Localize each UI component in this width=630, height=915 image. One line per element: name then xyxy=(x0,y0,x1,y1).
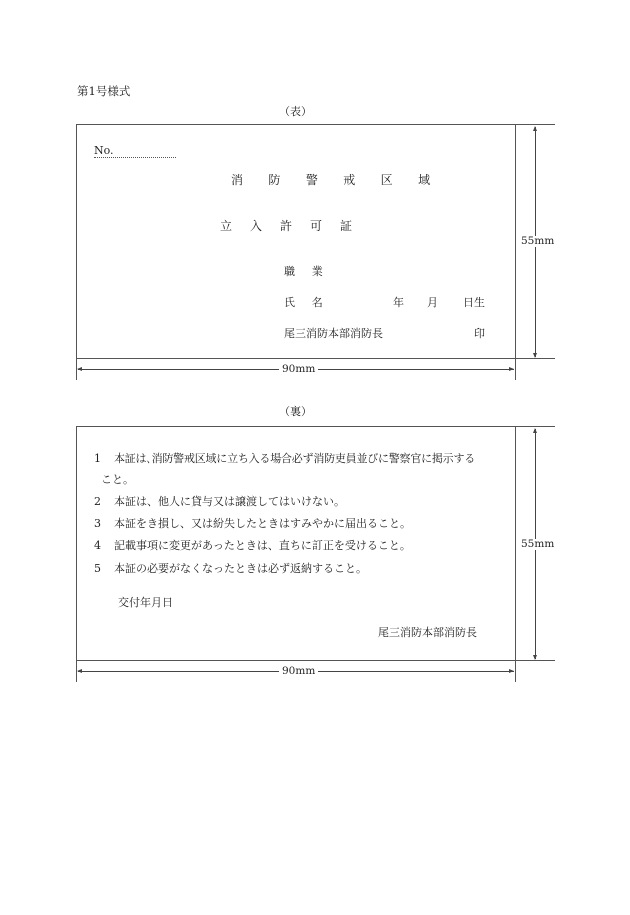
arrow-right-icon xyxy=(509,367,514,371)
form-number: 第1号様式 xyxy=(77,84,131,98)
height-dimension-label: 55mm xyxy=(518,236,557,247)
rule-item-1-continuation: こと。 xyxy=(101,473,134,486)
back-top-border xyxy=(76,426,555,427)
arrow-left-icon xyxy=(77,367,82,371)
arrow-right-icon xyxy=(509,669,514,673)
issuer-name: 尾三消防本部消防長 xyxy=(378,626,477,639)
arrow-up-icon xyxy=(533,428,537,433)
permit-number-field xyxy=(94,145,176,158)
front-bottom-border xyxy=(76,358,555,359)
width-dimension-label: 90mm xyxy=(279,666,318,677)
back-right-border xyxy=(515,426,516,682)
name-label: 氏 名 xyxy=(284,296,330,309)
no-label: No. xyxy=(94,144,114,157)
front-left-border xyxy=(76,124,77,380)
arrow-down-icon xyxy=(533,353,537,358)
rule-item-2: 2 本証は、他人に貸与又は譲渡してはいけない。 xyxy=(94,495,345,508)
back-left-border xyxy=(76,426,77,682)
year-label: 年 xyxy=(393,296,404,309)
rule-item-4: 4 記載事項に変更があったときは、直ちに訂正を受けること。 xyxy=(94,539,411,552)
front-top-border xyxy=(76,124,555,125)
title-entry-permit: 立 入 許 可 証 xyxy=(220,219,356,233)
back-bottom-border xyxy=(76,660,555,661)
width-dimension-label: 90mm xyxy=(279,364,318,375)
month-label: 月 xyxy=(427,296,438,309)
arrow-up-icon xyxy=(533,126,537,131)
title-fire-zone: 消 防 警 戒 区 域 xyxy=(231,173,441,187)
height-dimension-label: 55mm xyxy=(518,539,557,550)
rule-item-3: 3 本証をき損し、又は紛失したときはすみやかに届出ること。 xyxy=(94,517,411,530)
front-side-label: （表） xyxy=(279,105,312,118)
birth-day-label: 日生 xyxy=(463,296,485,309)
back-side-label: （裏） xyxy=(279,405,312,418)
occupation-label: 職 業 xyxy=(284,265,330,278)
seal-label: 印 xyxy=(474,327,485,340)
rule-item-1: 1 本証は､消防警戒区域に立ち入る場合必ず消防吏員並びに警察官に掲示する xyxy=(94,452,476,465)
rule-item-5: 5 本証の必要がなくなったときは必ず返納すること。 xyxy=(94,562,367,575)
arrow-left-icon xyxy=(77,669,82,673)
issuer-name: 尾三消防本部消防長 xyxy=(284,327,383,340)
arrow-down-icon xyxy=(533,655,537,660)
front-right-border xyxy=(515,124,516,380)
issue-date-label: 交付年月日 xyxy=(118,596,173,609)
